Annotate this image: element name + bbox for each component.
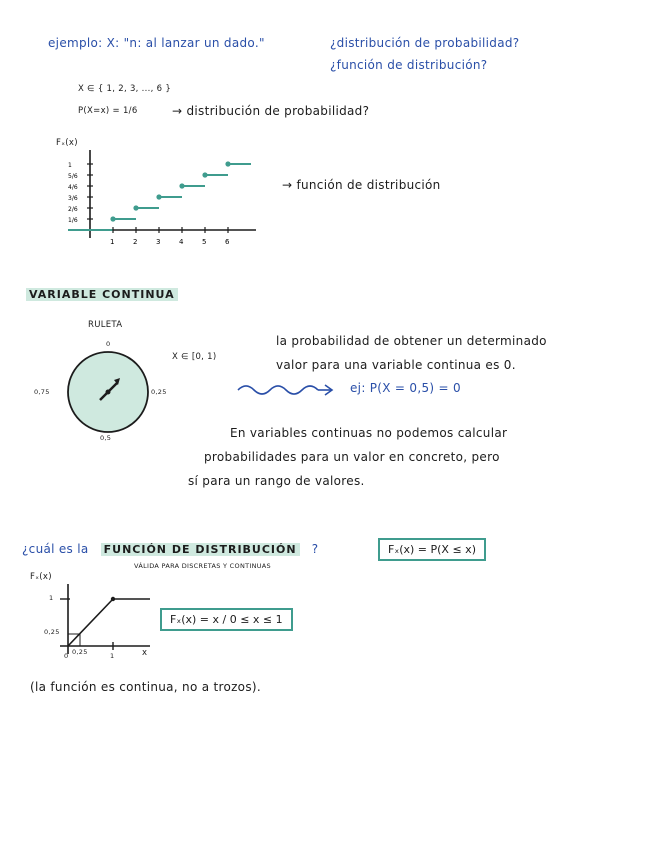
x-tick-label: 3 [156,238,161,246]
cdf-x-axis-label: x [142,648,148,658]
validity-note: VÁLIDA PARA DISCRETAS Y CONTINUAS [134,562,271,570]
question-prefix: ¿cuál es la [22,542,89,556]
roulette-label-left: 0,75 [34,388,50,396]
step-point [133,205,138,210]
discrete-step-chart [0,0,656,260]
cdf-definition-box: Fₓ(x) = P(X ≤ x) [378,538,486,561]
y-tick-label: 2/6 [68,206,78,213]
continuous-domain: X ∈ [0, 1) [172,352,217,362]
continuous-statement-2: valor para una variable continua es 0. [276,358,516,372]
step-point [202,172,207,177]
step-point [179,183,184,188]
discrete-cdf-axis-label: Fₓ(x) [56,138,78,148]
continuous-section-title: VARIABLE CONTINUA [26,288,178,301]
x-tick-label: 5 [202,238,207,246]
question-distribution-function: ¿función de distribución? [330,58,488,72]
needle-pivot [106,390,111,395]
step-point [225,161,230,166]
y-tick-label: 5/6 [68,173,78,180]
conclusion-text: (la función es continua, no a trozos). [30,680,261,694]
uniform-probability: P(X=x) = 1/6 [78,106,138,116]
example-heading: ejemplo: X: "n: al lanzar un dado." [48,36,265,50]
roulette-label-top: 0 [106,340,111,348]
cdf-y-tick-1: 1 [49,594,54,602]
step-point [156,194,161,199]
step-point [110,216,115,221]
x-tick-label: 4 [179,238,184,246]
roulette-label-bottom: 0,5 [100,434,112,442]
question-suffix: ? [311,542,319,556]
x-tick-label: 6 [225,238,230,246]
continuous-statement-1: la probabilidad de obtener un determinado [276,334,547,348]
cdf-ramp [68,599,113,646]
x-tick-label: 2 [133,238,138,246]
continuous-note-1: En variables continuas no podemos calcular [230,426,508,440]
distribution-question [22,542,318,556]
cdf-arrow-label: → función de distribución [282,178,441,192]
sample-space: X ∈ { 1, 2, 3, ..., 6 } [78,84,172,94]
wavy-arrow [236,380,356,400]
y-tick-label: 1/6 [68,217,78,224]
cdf-formula-box: Fₓ(x) = x / 0 ≤ x ≤ 1 [160,608,293,631]
roulette-label-right: 0,25 [151,388,167,396]
cdf-x-tick-025: 0,25 [72,648,88,656]
y-tick-label: 4/6 [68,184,78,191]
question-probability-distribution: ¿distribución de probabilidad? [330,36,520,50]
question-title: FUNCIÓN DE DISTRIBUCIÓN [101,543,300,556]
cdf-y-tick-025: 0,25 [44,628,60,636]
continuous-note-2: probabilidades para un valor en concreto, pero [204,450,500,464]
cdf-x-tick-0: 0 [64,652,69,660]
continuous-cdf-axis-label: Fₓ(x) [30,572,52,582]
continuous-example: ej: P(X = 0,5) = 0 [350,381,461,395]
y-tick-label: 1 [68,162,72,169]
cdf-x-tick-1: 1 [110,652,115,660]
probability-distribution-arrow: → distribución de probabilidad? [172,104,370,118]
y-tick-label: 3/6 [68,195,78,202]
roulette-title: RULETA [88,320,123,330]
continuous-note-3: sí para un rango de valores. [188,474,365,488]
x-tick-label: 1 [110,238,115,246]
